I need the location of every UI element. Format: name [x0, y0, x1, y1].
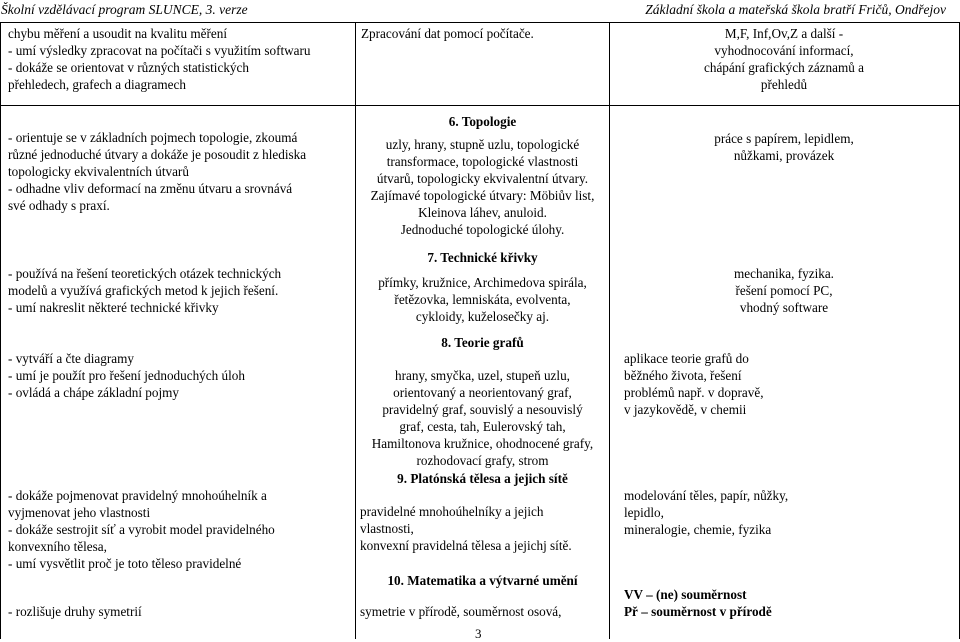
topic-topology: 6. Topologie uzly, hrany, stupně uzlu, topologické transformace, topologické vlastnosti útvarů, topologicky ekvivalentní útvary. Zajímavé topologické útvary: Möbiův list, Kleinova láhev, anuloid. Jednoduché topologické úlohy.	[360, 113, 605, 238]
topic-title: 8. Teorie grafů	[441, 335, 524, 350]
cross-symmetry: VV – (ne) souměrnost Př – souměrnost v přírodě	[624, 587, 772, 619]
cross-graphs: aplikace teorie grafů do běžného života, řešení problémů např. v dopravě, v jazykovědě, v chemii	[624, 351, 764, 417]
outcome-solids: - dokáže pojmenovat pravidelný mnohoúhelník a vyjmenovat jeho vlastnosti - dokáže sestrojit síť a vyrobit model pravidelného konvexního tělesa, - umí vysvětlit proč je toto těleso pravidelné	[8, 488, 275, 571]
topic-technical-curves: 7. Technické křivky přímky, kružnice, Archimedova spirála, řetězovka, lemniskáta, evolventa, cykloidy, kuželosečky aj.	[360, 249, 605, 325]
cross-curves: mechanika, fyzika. řešení pomocí PC, vhodný software	[734, 266, 834, 315]
row1-topic: Zpracování dat pomocí počítače.	[361, 26, 534, 41]
topic-platonic-solids-body: pravidelné mnohoúhelníky a jejich vlastnosti, konvexní pravidelná tělesa a jejichj sítě.	[360, 504, 572, 553]
outcome-topology: - orientuje se v základních pojmech topologie, zkoumá různé jednoduché útvary a dokáže je posoudit z hlediska topologicky ekvivalentních útvarů - odhadne vliv deformací na změnu útvaru a srovnává své odhady s praxí.	[8, 130, 307, 213]
outcome-symmetry: - rozlišuje druhy symetrií	[8, 604, 142, 619]
column-divider-left	[0, 22, 1, 639]
table-top-border	[0, 22, 960, 23]
header-left: Školní vzdělávací program SLUNCE, 3. verze	[1, 2, 248, 17]
row-divider	[0, 105, 960, 106]
topic-art-body: symetrie v přírodě, souměrnost osová,	[360, 604, 562, 619]
topic-graph-theory: 8. Teorie grafů hrany, smyčka, uzel, stupeň uzlu, orientovaný a neorientovaný graf, pravidelný graf, souvislý a nesouvislý graf, cesta, tah, Eulerovský tah, Hamiltonova kružnice, ohodnocené grafy, rozhodovací grafy, strom	[360, 334, 605, 469]
topic-title: 7. Technické křivky	[427, 250, 538, 265]
topic-platonic-solids-title: 9. Platónská tělesa a jejich sítě	[397, 471, 568, 486]
column-divider-1	[355, 22, 356, 639]
topic-art-title: 10. Matematika a výtvarné umění	[387, 573, 578, 588]
outcome-graphs: - vytváří a čte diagramy - umí je použít pro řešení jednoduchých úloh - ovládá a chápe základní pojmy	[8, 351, 245, 400]
outcome-curves: - používá na řešení teoretických otázek technických modelů a využívá grafických metod k jejich řešení. - umí nakreslit některé technické křivky	[8, 266, 282, 315]
row1-outcomes: chybu měření a usoudit na kvalitu měření - umí výsledky zpracovat na počítači s využitím softwaru - dokáže se orientovat v různých statistických přehledech, grafech a diagramech	[8, 26, 311, 92]
topic-title: 6. Topologie	[448, 114, 517, 129]
row1-crosscurricular: M,F, Inf,Ov,Z a další - vyhodnocování informací, chápání grafických záznamů a přehledů	[704, 26, 864, 92]
page-number: 3	[475, 626, 482, 641]
column-divider-2	[609, 22, 610, 639]
cross-solids: modelování těles, papír, nůžky, lepidlo, mineralogie, chemie, fyzika	[624, 488, 789, 537]
cross-topology: práce s papírem, lepidlem, nůžkami, provázek	[714, 131, 854, 163]
header-right: Základní škola a mateřská škola bratří Fričů, Ondřejov	[645, 2, 946, 17]
